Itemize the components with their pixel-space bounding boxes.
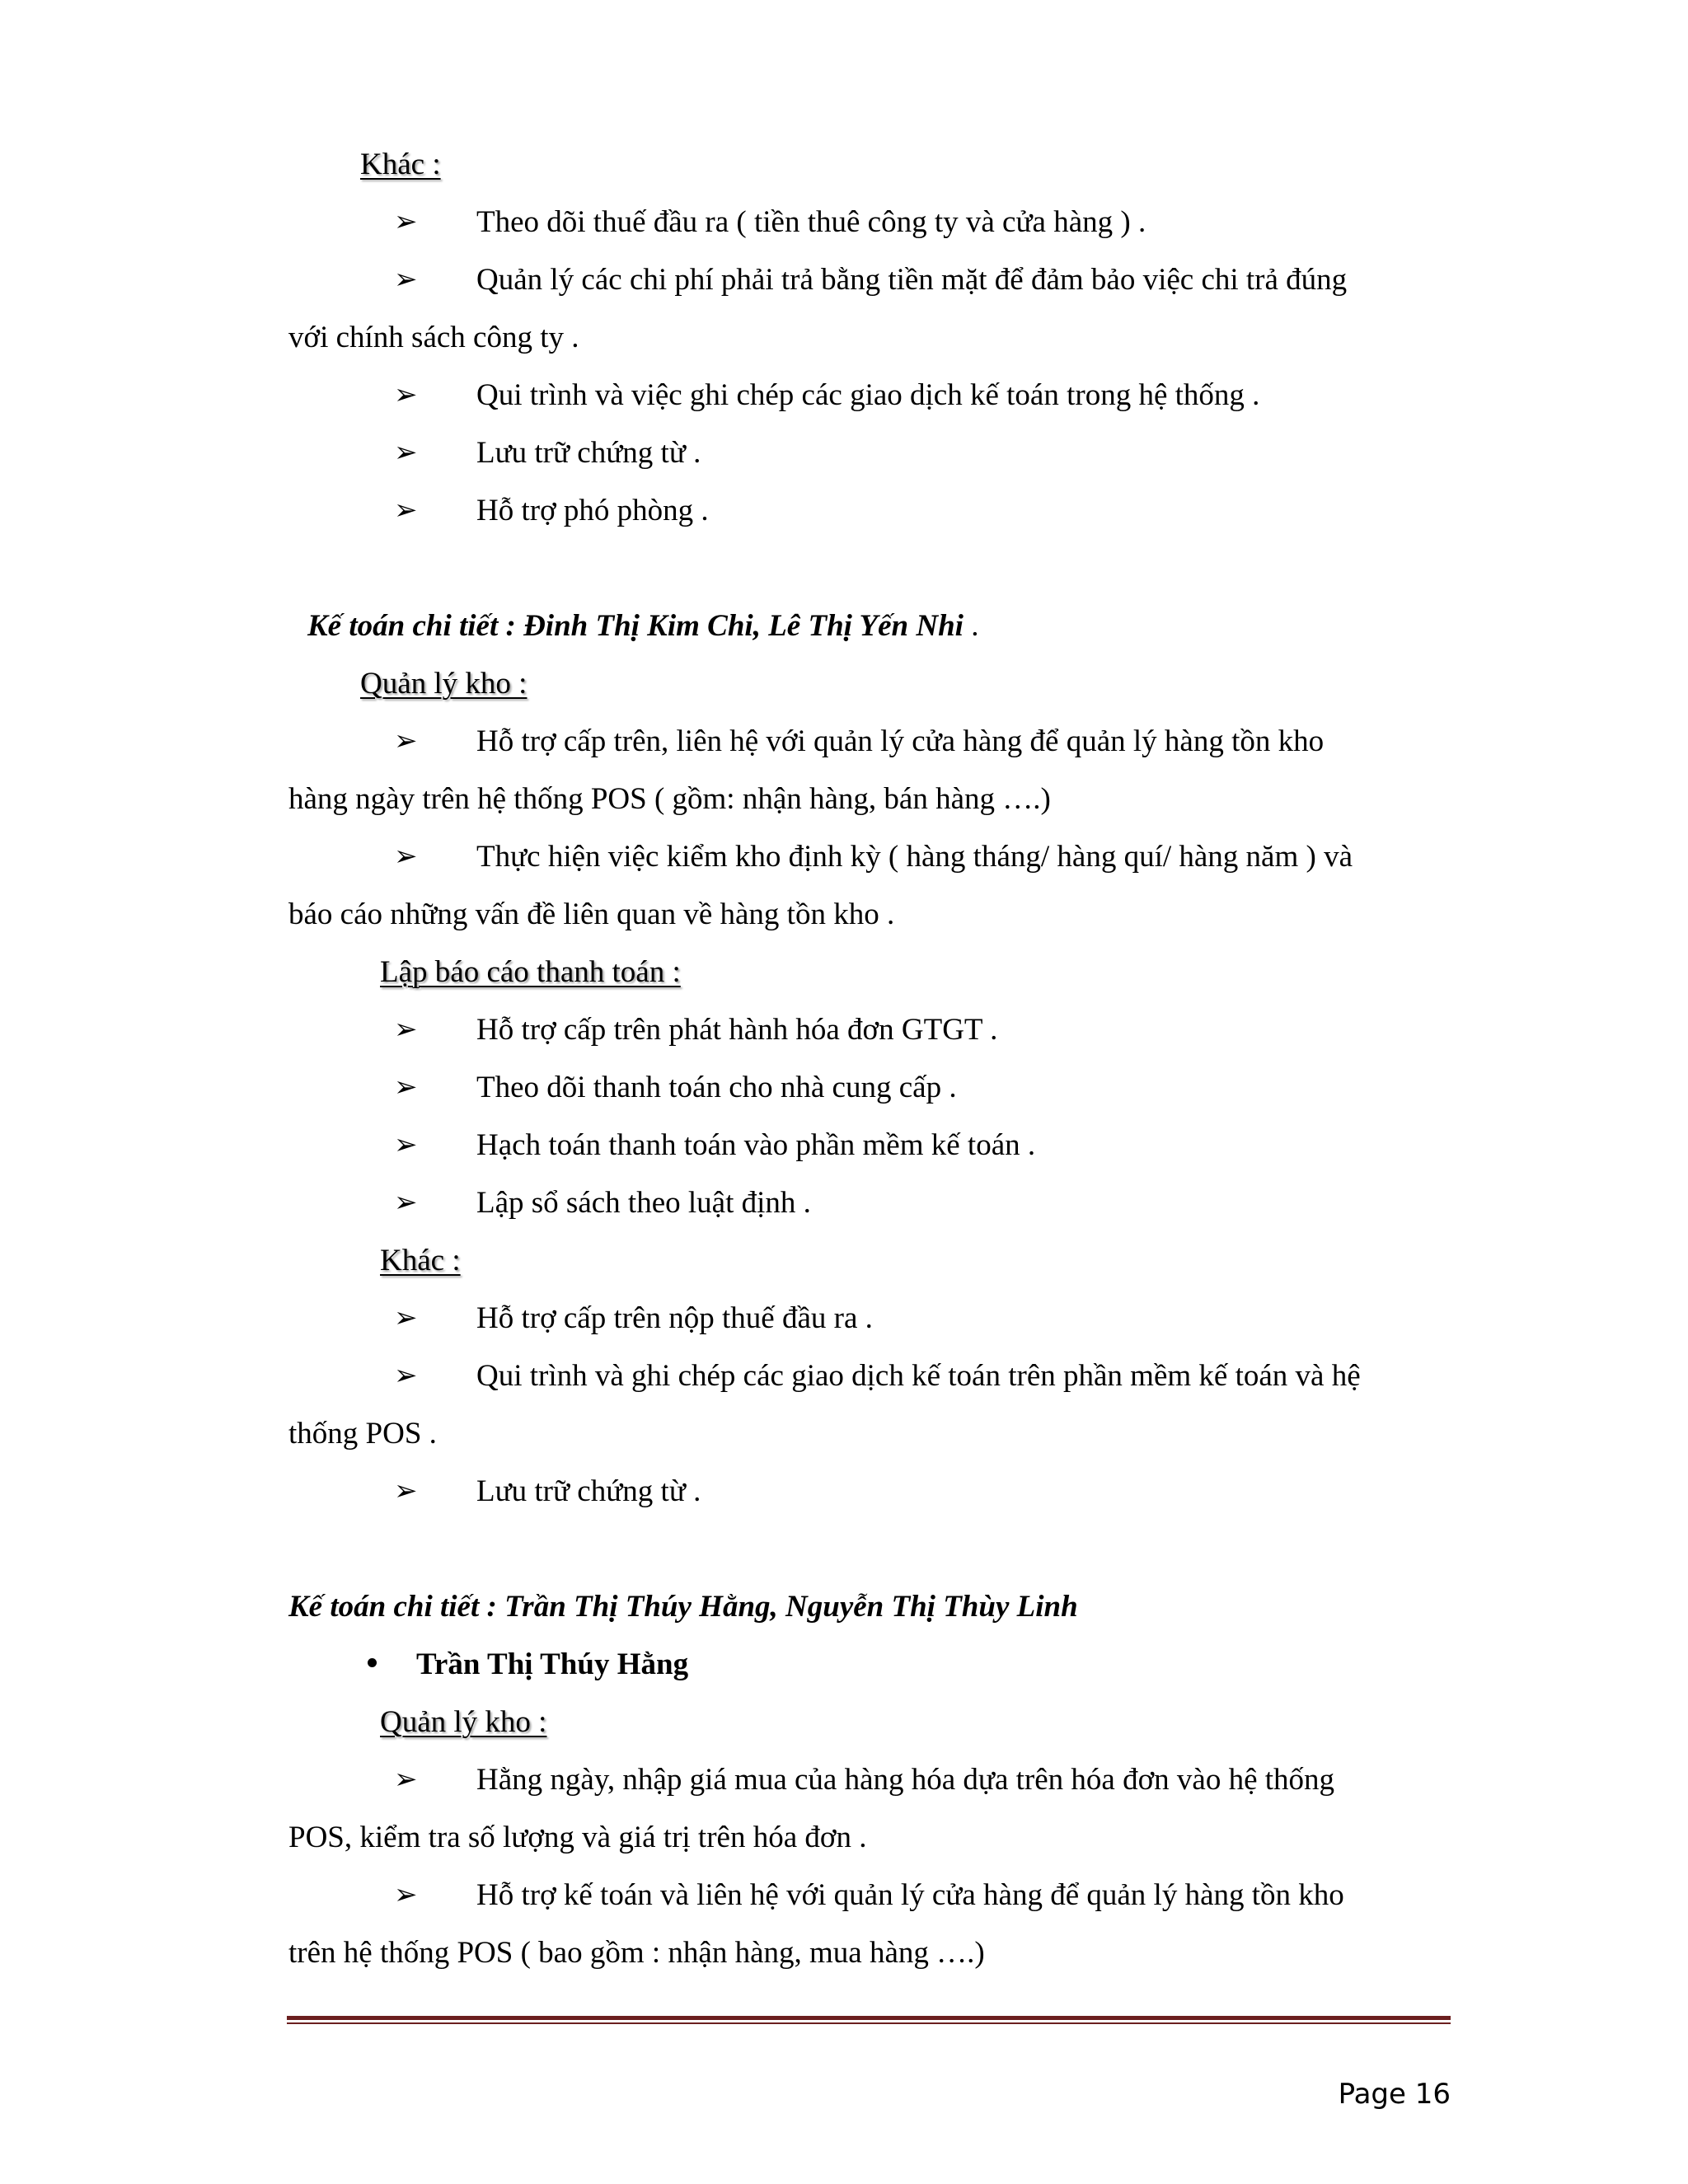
subheading-quan-ly-kho: Quản lý kho : [360, 667, 528, 701]
arrow-bullet-icon: ➢ [394, 1130, 418, 1160]
person-name: Trần Thị Thúy Hằng [416, 1647, 689, 1681]
arrow-bullet-icon: ➢ [394, 495, 418, 526]
arrow-bullet-icon: ➢ [394, 1188, 418, 1218]
list-item: Hỗ trợ cấp trên nộp thuế đầu ra . [476, 1301, 873, 1335]
list-item: Theo dõi thuế đầu ra ( tiền thuê công ty và cửa hàng ) . [476, 205, 1146, 239]
list-item: Hỗ trợ phó phòng . [476, 494, 709, 527]
list-item: Hỗ trợ cấp trên phát hành hóa đơn GTGT . [476, 1013, 998, 1047]
arrow-bullet-icon: ➢ [394, 1880, 418, 1910]
arrow-bullet-icon: ➢ [394, 207, 418, 237]
list-item-continuation: với chính sách công ty . [288, 321, 579, 354]
page-number: Page 16 [1338, 2078, 1451, 2111]
list-item: Hạch toán thanh toán vào phần mềm kế toán . [476, 1128, 1036, 1162]
list-item: Theo dõi thanh toán cho nhà cung cấp . [476, 1071, 957, 1104]
arrow-bullet-icon: ➢ [394, 1015, 418, 1045]
arrow-bullet-icon: ➢ [394, 726, 418, 757]
section-title [307, 607, 978, 645]
list-item: Hằng ngày, nhập giá mua của hàng hóa dựa trên hóa đơn vào hệ thống [476, 1763, 1335, 1797]
section-title-suffix: . [963, 609, 979, 643]
list-item: Thực hiện việc kiểm kho định kỳ ( hàng tháng/ hàng quí/ hàng năm ) và [476, 840, 1353, 874]
list-item: Hỗ trợ cấp trên, liên hệ với quản lý cửa hàng để quản lý hàng tồn kho [476, 724, 1325, 758]
arrow-bullet-icon: ➢ [394, 1476, 418, 1507]
list-item: Hỗ trợ kế toán và liên hệ với quản lý cửa hàng để quản lý hàng tồn kho [476, 1878, 1344, 1912]
list-item: Qui trình và việc ghi chép các giao dịch kế toán trong hệ thống . [476, 378, 1260, 412]
arrow-bullet-icon: ➢ [394, 1072, 418, 1103]
list-item: Quản lý các chi phí phải trả bằng tiền mặt để đảm bảo việc chi trả đúng [476, 263, 1348, 297]
list-item: Lưu trữ chứng từ . [476, 1474, 701, 1508]
list-item-continuation: trên hệ thống POS ( bao gồm : nhận hàng, mua hàng ….) [288, 1936, 985, 1970]
list-item: Qui trình và ghi chép các giao dịch kế toán trên phần mềm kế toán và hệ [476, 1359, 1361, 1393]
round-bullet-icon [368, 1658, 377, 1667]
list-item-continuation: hàng ngày trên hệ thống POS ( gồm: nhận hàng, bán hàng ….) [288, 782, 1051, 816]
list-item: Lập sổ sách theo luật định . [476, 1186, 811, 1220]
subheading-quan-ly-kho: Quản lý kho : [380, 1705, 547, 1739]
footer-divider-thin [287, 2022, 1451, 2024]
arrow-bullet-icon: ➢ [394, 438, 418, 468]
arrow-bullet-icon: ➢ [394, 1361, 418, 1391]
footer-divider [287, 2016, 1451, 2020]
section-title-text: Kế toán chi tiết : Đinh Thị Kim Chi, Lê Thị Yến Nhi [307, 609, 964, 643]
subheading-khac: Khác : [380, 1244, 461, 1277]
arrow-bullet-icon: ➢ [394, 380, 418, 410]
arrow-bullet-icon: ➢ [394, 1765, 418, 1795]
arrow-bullet-icon: ➢ [394, 1303, 418, 1333]
arrow-bullet-icon: ➢ [394, 841, 418, 872]
list-item-continuation: báo cáo những vấn đề liên quan về hàng tồn kho . [288, 898, 895, 931]
list-item: Lưu trữ chứng từ . [476, 436, 701, 470]
list-item-continuation: POS, kiểm tra số lượng và giá trị trên hóa đơn . [288, 1821, 867, 1854]
list-item-continuation: thống POS . [288, 1417, 437, 1451]
arrow-bullet-icon: ➢ [394, 265, 418, 295]
section-heading-khac: Khác : [360, 148, 441, 181]
subheading-lap-bao-cao: Lập báo cáo thanh toán : [380, 955, 681, 989]
section-title: Kế toán chi tiết : Trần Thị Thúy Hằng, Nguyễn Thị Thùy Linh [288, 1590, 1078, 1624]
